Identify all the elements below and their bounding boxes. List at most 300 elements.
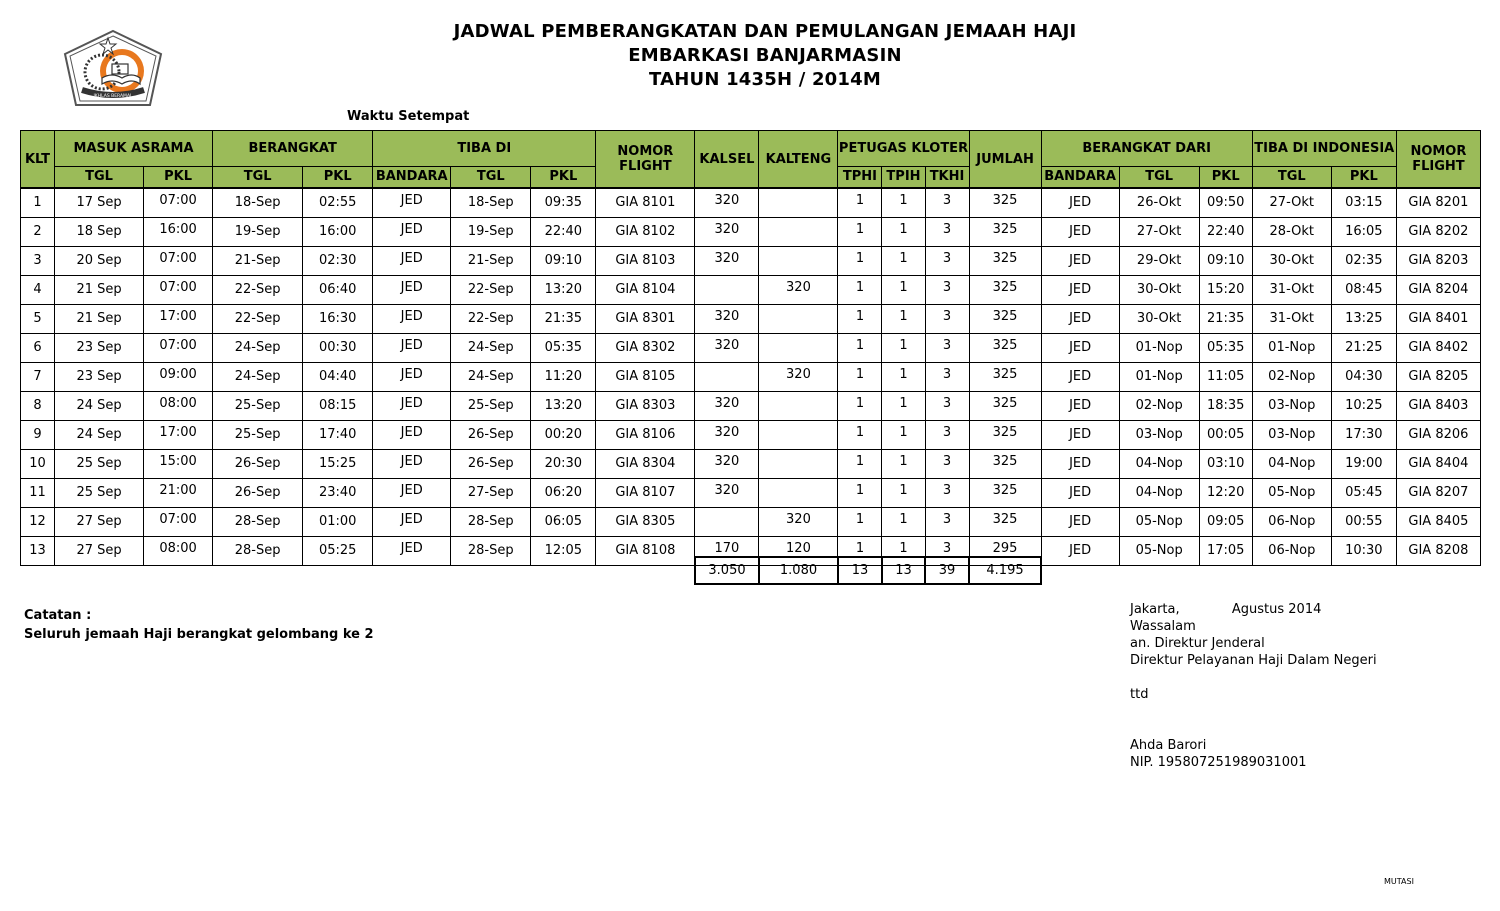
cell-berangkat-tgl: 21-Sep: [213, 247, 303, 276]
cell-tiba-bandara: JED: [373, 392, 451, 421]
cell-masuk-tgl: 23 Sep: [55, 334, 144, 363]
cell-dari-pkl: 09:50: [1199, 188, 1252, 218]
cell-dari-bandara: JED: [1041, 450, 1119, 479]
cell-dari-bandara: JED: [1041, 421, 1119, 450]
cell-tpih: 1: [882, 421, 925, 450]
cell-nomor-flight-return: GIA 8208: [1396, 537, 1480, 566]
cell-tkhi: 3: [925, 392, 969, 421]
notes: [24, 606, 374, 644]
header-berangkat-dari: BERANGKAT DARI: [1041, 131, 1252, 167]
cell-dari-bandara: JED: [1041, 392, 1119, 421]
cell-masuk-tgl: 24 Sep: [55, 421, 144, 450]
total-tpih: 13: [882, 557, 925, 584]
cell-klt: 10: [21, 450, 55, 479]
table-row: [21, 188, 1481, 218]
cell-masuk-tgl: 27 Sep: [55, 537, 144, 566]
cell-tiba-indonesia-tgl: 01-Nop: [1252, 334, 1331, 363]
cell-kalsel: 320: [695, 421, 759, 450]
cell-tiba-indonesia-pkl: 05:45: [1331, 479, 1396, 508]
cell-tphi: 1: [838, 363, 882, 392]
cell-dari-tgl: 26-Okt: [1119, 188, 1199, 218]
cell-nomor-flight: GIA 8304: [596, 450, 695, 479]
signature-nip: NIP. 195807251989031001: [1130, 755, 1307, 770]
schedule-body: [21, 188, 1481, 566]
cell-jumlah: 325: [969, 363, 1041, 392]
table-row: [21, 421, 1481, 450]
total-tphi: 13: [838, 557, 882, 584]
cell-nomor-flight-return: GIA 8207: [1396, 479, 1480, 508]
schedule-table: [20, 130, 1481, 566]
cell-nomor-flight-return: GIA 8201: [1396, 188, 1480, 218]
cell-dari-tgl: 29-Okt: [1119, 247, 1199, 276]
kemenag-logo: [62, 28, 164, 108]
cell-klt: 8: [21, 392, 55, 421]
cell-berangkat-tgl: 24-Sep: [213, 334, 303, 363]
cell-tiba-bandara: JED: [373, 305, 451, 334]
cell-tiba-pkl: 09:10: [531, 247, 596, 276]
footer-mutasi: MUTASI: [1384, 877, 1414, 886]
cell-tiba-pkl: 09:35: [531, 188, 596, 218]
cell-dari-bandara: JED: [1041, 188, 1119, 218]
cell-berangkat-pkl: 17:40: [303, 421, 373, 450]
cell-klt: 1: [21, 188, 55, 218]
totals-table: [694, 556, 1042, 585]
subheader-bandara: BANDARA: [373, 166, 451, 188]
cell-berangkat-tgl: 26-Sep: [213, 479, 303, 508]
cell-tkhi: 3: [925, 363, 969, 392]
cell-berangkat-tgl: 25-Sep: [213, 421, 303, 450]
cell-dari-bandara: JED: [1041, 276, 1119, 305]
cell-nomor-flight: GIA 8104: [596, 276, 695, 305]
cell-masuk-pkl: 09:00: [144, 363, 213, 392]
cell-berangkat-tgl: 19-Sep: [213, 218, 303, 247]
cell-berangkat-tgl: 28-Sep: [213, 537, 303, 566]
cell-nomor-flight-return: GIA 8402: [1396, 334, 1480, 363]
cell-berangkat-tgl: 24-Sep: [213, 363, 303, 392]
cell-kalteng: 320: [759, 276, 838, 305]
subheader-tgl: TGL: [55, 166, 144, 188]
cell-kalsel: 320: [695, 392, 759, 421]
cell-tkhi: 3: [925, 218, 969, 247]
cell-dari-tgl: 05-Nop: [1119, 508, 1199, 537]
cell-tiba-tgl: 26-Sep: [451, 421, 531, 450]
cell-berangkat-pkl: 23:40: [303, 479, 373, 508]
cell-tiba-indonesia-pkl: 21:25: [1331, 334, 1396, 363]
cell-tiba-indonesia-tgl: 04-Nop: [1252, 450, 1331, 479]
cell-klt: 6: [21, 334, 55, 363]
subheader-pkl: PKL: [531, 166, 596, 188]
cell-tiba-indonesia-tgl: 03-Nop: [1252, 392, 1331, 421]
cell-kalsel: 320: [695, 334, 759, 363]
cell-nomor-flight-return: GIA 8204: [1396, 276, 1480, 305]
cell-kalteng: [759, 305, 838, 334]
cell-dari-bandara: JED: [1041, 479, 1119, 508]
cell-tkhi: 3: [925, 450, 969, 479]
cell-klt: 4: [21, 276, 55, 305]
cell-tpih: 1: [882, 276, 925, 305]
signature-date: Agustus 2014: [1231, 602, 1322, 617]
cell-masuk-tgl: 25 Sep: [55, 450, 144, 479]
cell-berangkat-tgl: 22-Sep: [213, 276, 303, 305]
cell-tiba-pkl: 00:20: [531, 421, 596, 450]
cell-dari-tgl: 02-Nop: [1119, 392, 1199, 421]
cell-tiba-indonesia-tgl: 02-Nop: [1252, 363, 1331, 392]
cell-tpih: 1: [882, 508, 925, 537]
cell-klt: 3: [21, 247, 55, 276]
header-kalsel: KALSEL: [695, 131, 759, 189]
cell-tiba-indonesia-pkl: 04:30: [1331, 363, 1396, 392]
cell-dari-tgl: 03-Nop: [1119, 421, 1199, 450]
header-berangkat: BERANGKAT: [213, 131, 373, 167]
cell-jumlah: 325: [969, 334, 1041, 363]
cell-tiba-tgl: 26-Sep: [451, 450, 531, 479]
cell-masuk-pkl: 21:00: [144, 479, 213, 508]
cell-nomor-flight: GIA 8103: [596, 247, 695, 276]
cell-tiba-pkl: 13:20: [531, 276, 596, 305]
cell-masuk-tgl: 21 Sep: [55, 276, 144, 305]
subheader-tgl: TGL: [213, 166, 303, 188]
cell-masuk-pkl: 07:00: [144, 334, 213, 363]
cell-jumlah: 325: [969, 479, 1041, 508]
cell-tiba-bandara: JED: [373, 188, 451, 218]
cell-masuk-pkl: 17:00: [144, 305, 213, 334]
subheader-pkl: PKL: [144, 166, 213, 188]
cell-berangkat-pkl: 08:15: [303, 392, 373, 421]
cell-tkhi: 3: [925, 276, 969, 305]
cell-kalteng: [759, 421, 838, 450]
cell-masuk-tgl: 17 Sep: [55, 188, 144, 218]
cell-tphi: 1: [838, 450, 882, 479]
subheader-tkhi: TKHI: [925, 166, 969, 188]
cell-masuk-pkl: 08:00: [144, 392, 213, 421]
cell-jumlah: 325: [969, 188, 1041, 218]
header-tiba-di: TIBA DI: [373, 131, 596, 167]
cell-klt: 9: [21, 421, 55, 450]
cell-nomor-flight: GIA 8302: [596, 334, 695, 363]
subheader-pkl: PKL: [1199, 166, 1252, 188]
cell-dari-pkl: 09:10: [1199, 247, 1252, 276]
cell-tiba-tgl: 27-Sep: [451, 479, 531, 508]
cell-kalteng: 320: [759, 508, 838, 537]
cell-kalsel: 320: [695, 479, 759, 508]
cell-tphi: 1: [838, 247, 882, 276]
cell-masuk-pkl: 08:00: [144, 537, 213, 566]
cell-berangkat-pkl: 16:30: [303, 305, 373, 334]
cell-tiba-bandara: JED: [373, 508, 451, 537]
table-row: [21, 305, 1481, 334]
cell-dari-bandara: JED: [1041, 363, 1119, 392]
cell-tpih: 1: [882, 218, 925, 247]
cell-dari-tgl: 05-Nop: [1119, 537, 1199, 566]
cell-tiba-tgl: 22-Sep: [451, 276, 531, 305]
cell-nomor-flight-return: GIA 8403: [1396, 392, 1480, 421]
cell-nomor-flight-return: GIA 8203: [1396, 247, 1480, 276]
subheader-tpih: TPIH: [882, 166, 925, 188]
cell-masuk-tgl: 24 Sep: [55, 392, 144, 421]
cell-tiba-indonesia-tgl: 05-Nop: [1252, 479, 1331, 508]
cell-nomor-flight: GIA 8301: [596, 305, 695, 334]
cell-berangkat-pkl: 00:30: [303, 334, 373, 363]
cell-masuk-pkl: 07:00: [144, 276, 213, 305]
cell-tiba-indonesia-tgl: 31-Okt: [1252, 305, 1331, 334]
cell-kalteng: [759, 479, 838, 508]
cell-jumlah: 325: [969, 305, 1041, 334]
cell-dari-bandara: JED: [1041, 508, 1119, 537]
cell-nomor-flight-return: GIA 8205: [1396, 363, 1480, 392]
cell-dari-pkl: 12:20: [1199, 479, 1252, 508]
cell-masuk-tgl: 18 Sep: [55, 218, 144, 247]
cell-tkhi: 3: [925, 508, 969, 537]
cell-tiba-indonesia-pkl: 10:25: [1331, 392, 1396, 421]
cell-tphi: 1: [838, 479, 882, 508]
cell-tiba-indonesia-pkl: 17:30: [1331, 421, 1396, 450]
cell-berangkat-tgl: 18-Sep: [213, 188, 303, 218]
cell-tiba-pkl: 06:20: [531, 479, 596, 508]
cell-masuk-tgl: 21 Sep: [55, 305, 144, 334]
cell-tiba-indonesia-pkl: 13:25: [1331, 305, 1396, 334]
cell-tkhi: 3: [925, 479, 969, 508]
table-row: [21, 334, 1481, 363]
cell-nomor-flight: GIA 8101: [596, 188, 695, 218]
table-row: [21, 276, 1481, 305]
signature-place-date: [1130, 601, 1377, 618]
cell-tiba-indonesia-tgl: 27-Okt: [1252, 188, 1331, 218]
cell-masuk-pkl: 07:00: [144, 508, 213, 537]
cell-tpih: 1: [882, 334, 925, 363]
cell-tphi: 1: [838, 392, 882, 421]
cell-tiba-tgl: 22-Sep: [451, 305, 531, 334]
cell-masuk-pkl: 07:00: [144, 188, 213, 218]
cell-nomor-flight: GIA 8107: [596, 479, 695, 508]
cell-tkhi: 3: [925, 247, 969, 276]
cell-dari-bandara: JED: [1041, 537, 1119, 566]
cell-tphi: 1: [838, 421, 882, 450]
table-row: [21, 392, 1481, 421]
cell-tiba-bandara: JED: [373, 450, 451, 479]
cell-dari-tgl: 04-Nop: [1119, 450, 1199, 479]
cell-klt: 2: [21, 218, 55, 247]
cell-tiba-pkl: 06:05: [531, 508, 596, 537]
cell-tiba-indonesia-pkl: 03:15: [1331, 188, 1396, 218]
cell-tiba-bandara: JED: [373, 421, 451, 450]
header-petugas-kloter: PETUGAS KLOTER: [838, 131, 969, 167]
signature-closing: Wassalam: [1130, 619, 1196, 634]
cell-jumlah: 325: [969, 421, 1041, 450]
cell-jumlah: 325: [969, 247, 1041, 276]
cell-dari-pkl: 11:05: [1199, 363, 1252, 392]
table-row: [21, 479, 1481, 508]
cell-dari-pkl: 15:20: [1199, 276, 1252, 305]
cell-masuk-pkl: 16:00: [144, 218, 213, 247]
signature-name: Ahda Barori: [1130, 738, 1207, 753]
cell-masuk-pkl: 15:00: [144, 450, 213, 479]
cell-berangkat-pkl: 16:00: [303, 218, 373, 247]
table-row: [21, 450, 1481, 479]
cell-tpih: 1: [882, 392, 925, 421]
cell-kalsel: 320: [695, 247, 759, 276]
cell-tiba-pkl: 05:35: [531, 334, 596, 363]
signature-place: Jakarta,: [1130, 602, 1180, 617]
cell-kalsel: [695, 276, 759, 305]
cell-dari-tgl: 04-Nop: [1119, 479, 1199, 508]
cell-dari-bandara: JED: [1041, 247, 1119, 276]
cell-jumlah: 295: [969, 537, 1041, 566]
cell-tiba-indonesia-pkl: 00:55: [1331, 508, 1396, 537]
cell-tiba-tgl: 28-Sep: [451, 537, 531, 566]
total-jumlah: 4.195: [969, 557, 1041, 584]
cell-kalsel: 170: [695, 537, 759, 566]
cell-masuk-tgl: 25 Sep: [55, 479, 144, 508]
cell-tiba-pkl: 13:20: [531, 392, 596, 421]
cell-masuk-pkl: 07:00: [144, 247, 213, 276]
cell-berangkat-pkl: 05:25: [303, 537, 373, 566]
cell-tpih: 1: [882, 363, 925, 392]
cell-nomor-flight: GIA 8102: [596, 218, 695, 247]
cell-tiba-tgl: 25-Sep: [451, 392, 531, 421]
cell-tiba-bandara: JED: [373, 218, 451, 247]
cell-tiba-bandara: JED: [373, 537, 451, 566]
cell-nomor-flight: GIA 8303: [596, 392, 695, 421]
cell-tphi: 1: [838, 276, 882, 305]
header-klt: KLT: [21, 131, 55, 189]
cell-berangkat-tgl: 26-Sep: [213, 450, 303, 479]
cell-nomor-flight: GIA 8106: [596, 421, 695, 450]
cell-tkhi: 3: [925, 334, 969, 363]
cell-dari-bandara: JED: [1041, 305, 1119, 334]
cell-kalsel: 320: [695, 450, 759, 479]
cell-jumlah: 325: [969, 218, 1041, 247]
cell-kalsel: 320: [695, 188, 759, 218]
cell-tkhi: 3: [925, 421, 969, 450]
cell-tkhi: 3: [925, 188, 969, 218]
cell-nomor-flight-return: GIA 8404: [1396, 450, 1480, 479]
table-row: [21, 508, 1481, 537]
cell-dari-pkl: 03:10: [1199, 450, 1252, 479]
cell-tiba-indonesia-tgl: 30-Okt: [1252, 247, 1331, 276]
cell-tiba-bandara: JED: [373, 247, 451, 276]
cell-tiba-indonesia-tgl: 06-Nop: [1252, 508, 1331, 537]
signature-on-behalf: an. Direktur Jenderal: [1130, 636, 1265, 651]
notes-label: Catatan :: [24, 608, 92, 623]
cell-kalteng: [759, 247, 838, 276]
total-kalteng: 1.080: [759, 557, 838, 584]
cell-tiba-tgl: 18-Sep: [451, 188, 531, 218]
cell-kalteng: 120: [759, 537, 838, 566]
cell-tkhi: 3: [925, 537, 969, 566]
cell-masuk-tgl: 27 Sep: [55, 508, 144, 537]
cell-tiba-bandara: JED: [373, 334, 451, 363]
cell-tpih: 1: [882, 247, 925, 276]
cell-jumlah: 325: [969, 450, 1041, 479]
cell-tiba-tgl: 19-Sep: [451, 218, 531, 247]
cell-kalteng: [759, 392, 838, 421]
cell-dari-tgl: 01-Nop: [1119, 334, 1199, 363]
cell-tphi: 1: [838, 537, 882, 566]
cell-tiba-pkl: 21:35: [531, 305, 596, 334]
cell-tiba-indonesia-tgl: 03-Nop: [1252, 421, 1331, 450]
cell-nomor-flight: GIA 8108: [596, 537, 695, 566]
cell-tpih: 1: [882, 479, 925, 508]
cell-dari-pkl: 17:05: [1199, 537, 1252, 566]
cell-berangkat-tgl: 22-Sep: [213, 305, 303, 334]
cell-nomor-flight: GIA 8305: [596, 508, 695, 537]
cell-tphi: 1: [838, 508, 882, 537]
cell-tiba-tgl: 28-Sep: [451, 508, 531, 537]
cell-dari-pkl: 05:35: [1199, 334, 1252, 363]
table-row: [21, 363, 1481, 392]
cell-tiba-indonesia-pkl: 19:00: [1331, 450, 1396, 479]
cell-berangkat-pkl: 01:00: [303, 508, 373, 537]
cell-dari-pkl: 21:35: [1199, 305, 1252, 334]
cell-klt: 12: [21, 508, 55, 537]
cell-klt: 5: [21, 305, 55, 334]
cell-kalsel: [695, 508, 759, 537]
signature-ttd: ttd: [1130, 687, 1149, 702]
header-tiba-di-indonesia: TIBA DI INDONESIA: [1252, 131, 1396, 167]
cell-kalteng: 320: [759, 363, 838, 392]
svg-text:IKHLAS BERAMAL: IKHLAS BERAMAL: [93, 94, 133, 99]
cell-berangkat-pkl: 02:30: [303, 247, 373, 276]
cell-masuk-pkl: 17:00: [144, 421, 213, 450]
cell-dari-tgl: 30-Okt: [1119, 305, 1199, 334]
cell-dari-tgl: 01-Nop: [1119, 363, 1199, 392]
title-line-2: EMBARKASI BANJARMASIN: [628, 45, 902, 66]
header-kalteng: KALTENG: [759, 131, 838, 189]
cell-berangkat-tgl: 28-Sep: [213, 508, 303, 537]
cell-dari-bandara: JED: [1041, 334, 1119, 363]
cell-tiba-pkl: 12:05: [531, 537, 596, 566]
cell-berangkat-pkl: 02:55: [303, 188, 373, 218]
cell-tiba-bandara: JED: [373, 363, 451, 392]
cell-klt: 11: [21, 479, 55, 508]
cell-tiba-indonesia-pkl: 08:45: [1331, 276, 1396, 305]
cell-nomor-flight: GIA 8105: [596, 363, 695, 392]
cell-tpih: 1: [882, 537, 925, 566]
table-row: [21, 218, 1481, 247]
cell-tiba-pkl: 11:20: [531, 363, 596, 392]
cell-dari-bandara: JED: [1041, 218, 1119, 247]
cell-dari-pkl: 18:35: [1199, 392, 1252, 421]
cell-berangkat-pkl: 15:25: [303, 450, 373, 479]
cell-tiba-indonesia-pkl: 10:30: [1331, 537, 1396, 566]
cell-jumlah: 325: [969, 508, 1041, 537]
cell-tiba-pkl: 20:30: [531, 450, 596, 479]
cell-tphi: 1: [838, 218, 882, 247]
cell-dari-pkl: 00:05: [1199, 421, 1252, 450]
cell-kalteng: [759, 450, 838, 479]
cell-nomor-flight-return: GIA 8202: [1396, 218, 1480, 247]
notes-text: Seluruh jemaah Haji berangkat gelombang ke 2: [24, 627, 374, 642]
cell-tiba-indonesia-pkl: 02:35: [1331, 247, 1396, 276]
cell-dari-tgl: 30-Okt: [1119, 276, 1199, 305]
cell-tiba-indonesia-tgl: 28-Okt: [1252, 218, 1331, 247]
header-nomor-flight: NOMOR FLIGHT: [596, 131, 695, 189]
subheader-tgl: TGL: [1252, 166, 1331, 188]
header-nomor-flight-return: NOMOR FLIGHT: [1396, 131, 1480, 189]
header-masuk-asrama: MASUK ASRAMA: [55, 131, 213, 167]
cell-tpih: 1: [882, 188, 925, 218]
table-row: [21, 247, 1481, 276]
cell-tiba-bandara: JED: [373, 479, 451, 508]
subheader-pkl: PKL: [1331, 166, 1396, 188]
cell-tpih: 1: [882, 450, 925, 479]
cell-berangkat-pkl: 04:40: [303, 363, 373, 392]
total-tkhi: 39: [925, 557, 969, 584]
cell-masuk-tgl: 23 Sep: [55, 363, 144, 392]
cell-tpih: 1: [882, 305, 925, 334]
subheader-bandara: BANDARA: [1041, 166, 1119, 188]
time-note: Waktu Setempat: [347, 109, 470, 124]
